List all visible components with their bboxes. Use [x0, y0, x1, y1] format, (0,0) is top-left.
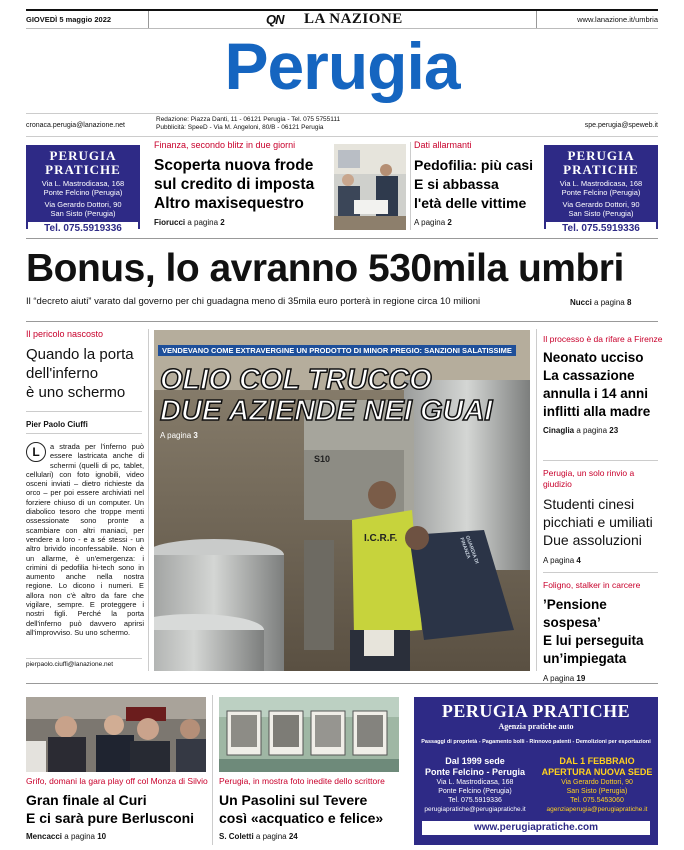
editorial-dropcap: L — [26, 442, 46, 462]
story-stalker[interactable]: Foligno, stalker in carcere ’Pensione sospesa’ E lui perseguita un’impiegata A pagina 19 — [543, 580, 663, 684]
vest-icrf-label: I.C.R.F. — [364, 533, 398, 544]
ad-perugia-pratiche-big[interactable]: PERUGIA PRATICHE Agenzia pratiche auto Passaggi di proprietà - Pagamento bolli - Rinnovo patenti - Demolizioni per esportazioni Dal 1999 sede Ponte Felcino - Perugia Via L. Mastrodicasa, 168 Ponte Felcino (Perugia) Tel. 075.5919336 perugiapratiche@perugiapratiche.it DAL 1 FEBBRAIO APERTURA NUOVA SEDE Via Gerardo Dottori, 90 San Sisto (Perugia) Tel. 075.5453060 agenziaperugia@perugiapratiche.it www.perugiapratiche.com — [414, 697, 658, 845]
vest-gdf-label: GUARDIA DI FINANZA — [458, 534, 480, 565]
editorial-author: Pier Paolo Ciuffi — [26, 420, 88, 429]
story-pedofilia[interactable]: Dati allarmanti Pedofilia: più casi E si abbassa l'età delle vittime A pagina 2 — [414, 140, 540, 228]
editorial-email[interactable]: pierpaolo.ciuffi@lanazione.net — [26, 661, 114, 668]
issue-date: GIOVEDÌ 5 maggio 2022 — [26, 15, 112, 24]
story-stalker-title: ’Pensione sospesa’ E lui perseguita un’impiegata — [543, 597, 644, 666]
story-pedofilia-title: Pedofilia: più casi E si abbassa l'età delle vittime — [414, 157, 534, 211]
spe-email[interactable]: spe.perugia@speweb.it — [584, 122, 658, 129]
city-title: Perugia — [224, 29, 460, 103]
pasolini-photo — [219, 697, 399, 772]
main-page-ref: Nucci a pagina 8 — [570, 298, 632, 307]
story-curi[interactable]: Grifo, domani la gara play off col Monza di Silvio Gran finale al Curi E ci sarà pure Berlusconi Mencacci a pagina 10 — [26, 776, 216, 842]
story-neonato[interactable]: Il processo è da rifare a Firenze Neonato ucciso La cassazione annulla i 14 anni inflitti alla madre Cinaglia a pagina 23 — [543, 334, 663, 435]
finanza-photo — [334, 144, 406, 230]
olio-title: OLIO COL TRUCCO DUE AZIENDE NEI GUAI — [160, 364, 493, 427]
editorial[interactable]: Il pericolo nascosto Quando la porta dell'inferno è uno schermo — [26, 329, 142, 402]
cronaca-email[interactable]: cronaca.perugia@lanazione.net — [26, 122, 125, 129]
story-curi-title: Gran finale al Curi E ci sarà pure Berlusconi — [26, 792, 195, 826]
story-frode[interactable]: Finanza, secondo blitz in due giorni Scoperta nuova frode sul credito di imposta Altro maxisequestro Fiorucci a pagina 2 — [154, 140, 332, 228]
main-subheadline: Il “decreto aiuti” varato dal governo per chi guadagna meno di 35mila euro porterà in regione circa 10 milioni — [26, 296, 481, 307]
story-neonato-title: Neonato ucciso La cassazione annulla i 14 anni inflitti alla madre — [543, 350, 651, 419]
stadium-photo — [26, 697, 206, 772]
editorial-title: Quando la porta dell'inferno è uno schermo — [26, 346, 134, 401]
story-frode-title: Scoperta nuova frode sul credito di imposta Altro maxisequestro — [154, 157, 315, 212]
main-headline[interactable]: Bonus, lo avranno 530mila umbri — [26, 247, 624, 290]
editorial-body: L a strada per l'inferno può essere lastricata anche di schermi (quelli di pc, tablet, cellulari) con foto ignobili, video osceni inviati – dietro richieste da orco – per poi essere archiviati nel forziere chiuso di un computer. Un diabolico tesoro che troppe menti ossessionate sono pronte a scambiare con altri maniaci, per vendere a loro - e a sé stessi - un altro brivido inconfessabile. Non è un allarme, è un'emergenza: i crimini di pedofilia hi-tech sono in aumento anche nella nostra regione. Lo dicono i numeri. E allora non c'è altro da fare che vigilare, sempre. E proteggere i nostri figli. Perché la porta dell'inferno può davvero aprirsi all'improvviso. Su uno schermo. — [26, 442, 144, 637]
ad-perugia-pratiche-right[interactable]: PERUGIA PRATICHE Via L. Mastrodicasa, 168 Ponte Felcino (Perugia) Via Gerardo Dottori, 90 San Sisto (Perugia) Tel. 075.5919336 — [544, 145, 658, 229]
ad-perugia-pratiche-left[interactable]: PERUGIA PRATICHE Via L. Mastrodicasa, 168 Ponte Felcino (Perugia) Via Gerardo Dottori, 90 San Sisto (Perugia) Tel. 075.5919336 — [26, 145, 140, 229]
story-pasolini-title: Un Pasolini sul Tevere così «acquatico e felice» — [219, 792, 384, 826]
story-pasolini[interactable]: Perugia, in mostra foto inedite dello scrittore Un Pasolini sul Tevere così «acquatico e felice» S. Coletti a pagina 24 — [219, 776, 409, 842]
qn-logo: QN — [266, 12, 284, 27]
olio-page-ref: A pagina 3 — [160, 431, 198, 440]
story-studenti-title: Studenti cinesi picchiati e umiliati Due assoluzioni — [543, 496, 653, 548]
redazione-info: Redazione: Piazza Danti, 11 - 06121 Perugia - Tel. 075 5755111 — [156, 116, 341, 123]
story-studenti[interactable]: Perugia, un solo rinvio a giudizio Studenti cinesi picchiati e umiliati Due assoluzioni A pagina 4 — [543, 468, 663, 566]
pubblicita-info: Pubblicità: SpeeD - Via M. Angeloni, 80/B - 06121 Perugia — [156, 124, 324, 131]
olio-photo[interactable] — [154, 330, 530, 671]
site-link[interactable]: www.lanazione.it/umbria — [577, 15, 658, 24]
tank-label: S10 — [314, 454, 331, 464]
paper-name: LA NAZIONE — [304, 11, 403, 27]
olio-banner: VENDEVANO COME EXTRAVERGINE UN PRODOTTO DI MINOR PREGIO: SANZIONI SALATISSIME — [158, 345, 516, 356]
